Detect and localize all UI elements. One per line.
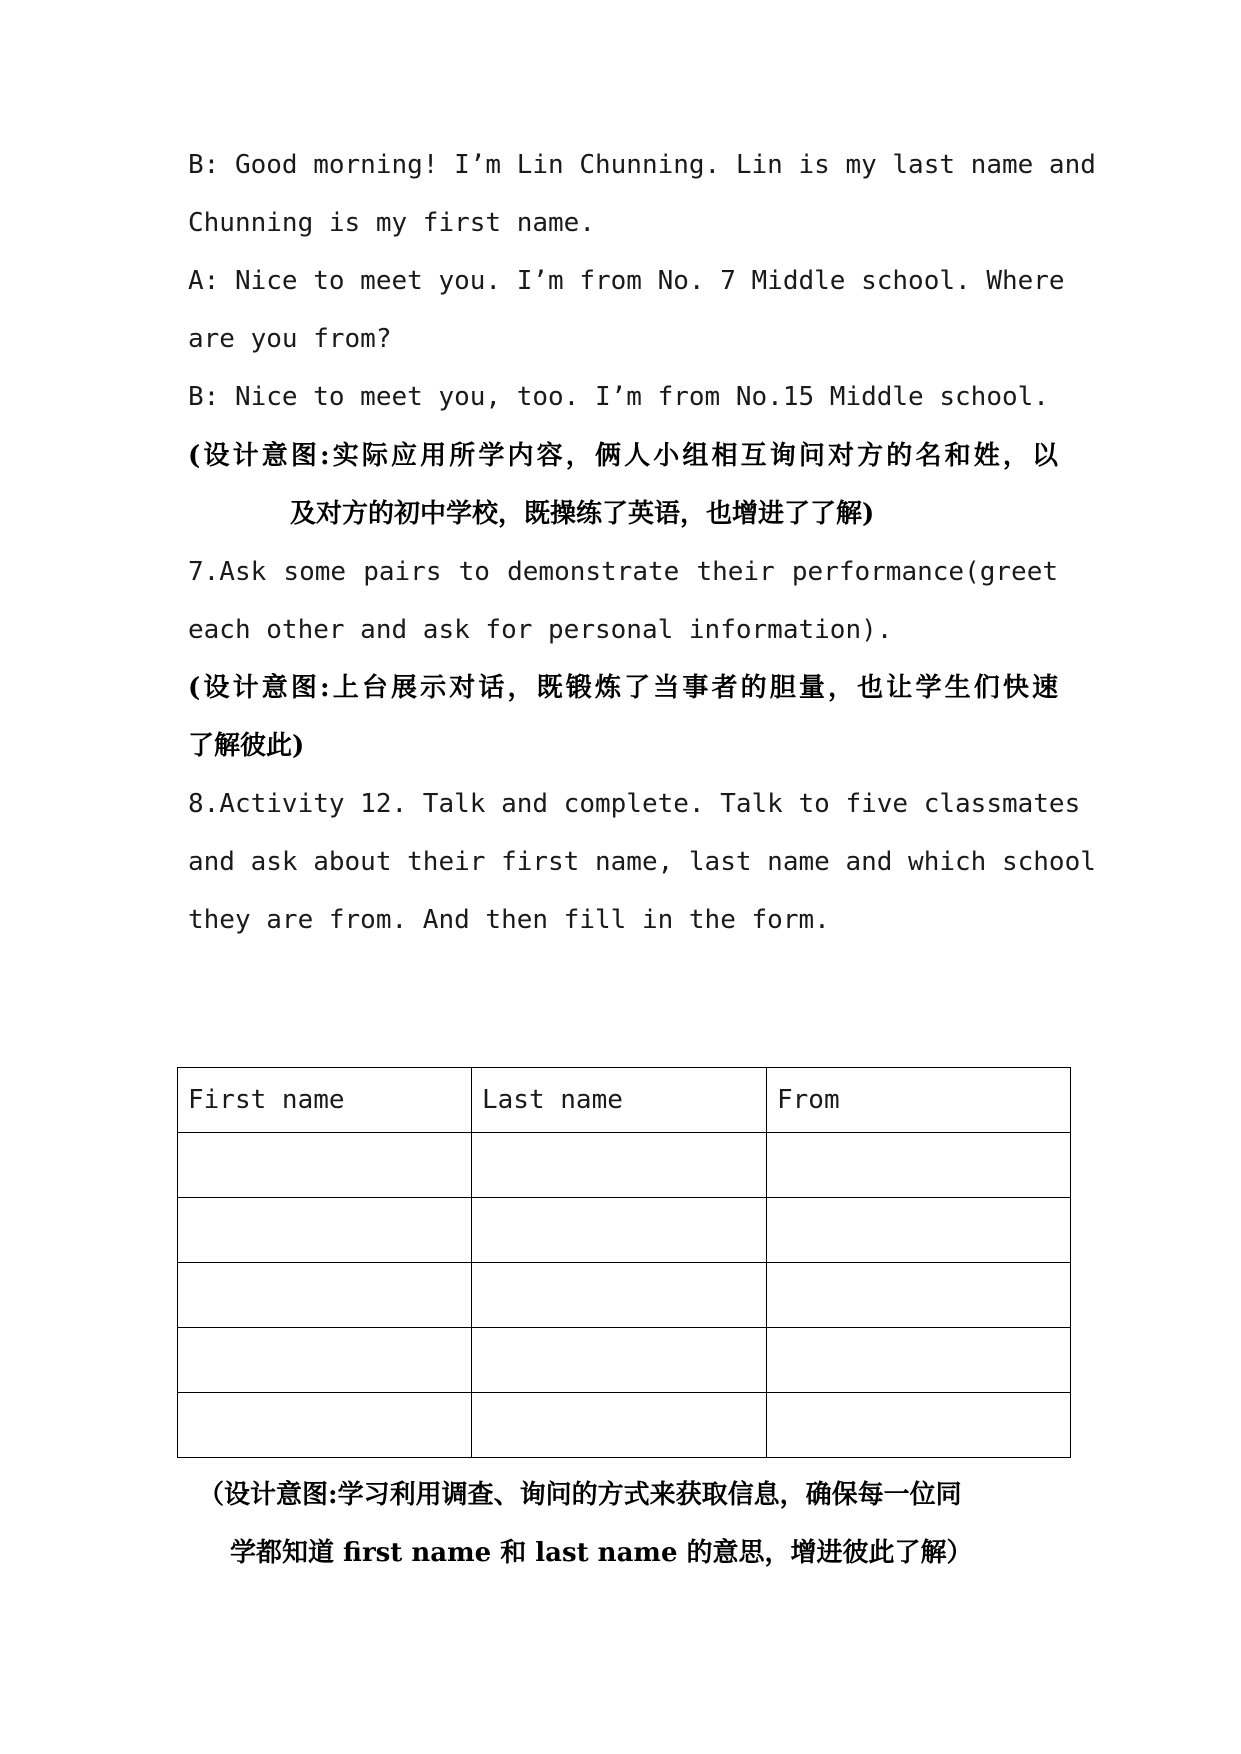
from-cell[interactable]	[767, 1393, 1071, 1458]
design-intent-note: 了解彼此)	[188, 731, 305, 761]
dialogue-line: are you from?	[188, 324, 392, 354]
header-first-name: First name	[178, 1068, 472, 1133]
last-name-cell[interactable]	[472, 1198, 767, 1263]
step-text: 7.Ask some pairs to demonstrate their performance(greet	[188, 557, 1058, 587]
from-cell[interactable]	[767, 1133, 1071, 1198]
header-last-name: Last name	[472, 1068, 767, 1133]
header-from: From	[767, 1068, 1071, 1133]
design-intent-note: （设计意图:学习利用调查、询问的方式来获取信息，确保每一位同	[198, 1480, 962, 1510]
from-cell[interactable]	[767, 1263, 1071, 1328]
dialogue-line: Chunning is my first name.	[188, 208, 595, 238]
from-cell[interactable]	[767, 1328, 1071, 1393]
step-text: they are from. And then fill in the form.	[188, 905, 830, 935]
table-row	[178, 1263, 1071, 1328]
design-intent-note: (设计意图:实际应用所学内容，俩人小组相互询问对方的名和姓，以	[188, 441, 1058, 471]
table-row	[178, 1198, 1071, 1263]
design-intent-note: (设计意图:上台展示对话，既锻炼了当事者的胆量，也让学生们快速	[188, 673, 1058, 703]
last-name-cell[interactable]	[472, 1133, 767, 1198]
dialogue-line: B: Good morning! I’m Lin Chunning. Lin is my last name and	[188, 150, 1096, 180]
first-name-cell[interactable]	[178, 1133, 472, 1198]
last-name-cell[interactable]	[472, 1328, 767, 1393]
step-text: 8.Activity 12. Talk and complete. Talk to five classmates	[188, 789, 1081, 819]
first-name-cell[interactable]	[178, 1393, 472, 1458]
step-text: each other and ask for personal information).	[188, 615, 893, 645]
dialogue-line: B: Nice to meet you, too. I’m from No.15 Middle school.	[188, 382, 1049, 412]
design-intent-note: 及对方的初中学校，既操练了英语，也增进了了解)	[290, 499, 875, 529]
last-name-cell[interactable]	[472, 1393, 767, 1458]
step-text: and ask about their first name, last name and which school	[188, 847, 1096, 877]
table-row	[178, 1393, 1071, 1458]
first-name-cell[interactable]	[178, 1263, 472, 1328]
last-name-cell[interactable]	[472, 1263, 767, 1328]
survey-form-table	[177, 1067, 1071, 1458]
form-empty-rows	[178, 1133, 1071, 1458]
table-row	[178, 1133, 1071, 1198]
from-cell[interactable]	[767, 1198, 1071, 1263]
dialogue-line: A: Nice to meet you. I’m from No. 7 Middle school. Where	[188, 266, 1065, 296]
table-header-row	[178, 1068, 1071, 1133]
design-intent-note: 学都知道 first name 和 last name 的意思，增进彼此了解）	[230, 1538, 973, 1568]
first-name-cell[interactable]	[178, 1328, 472, 1393]
table-row	[178, 1328, 1071, 1393]
first-name-cell[interactable]	[178, 1198, 472, 1263]
